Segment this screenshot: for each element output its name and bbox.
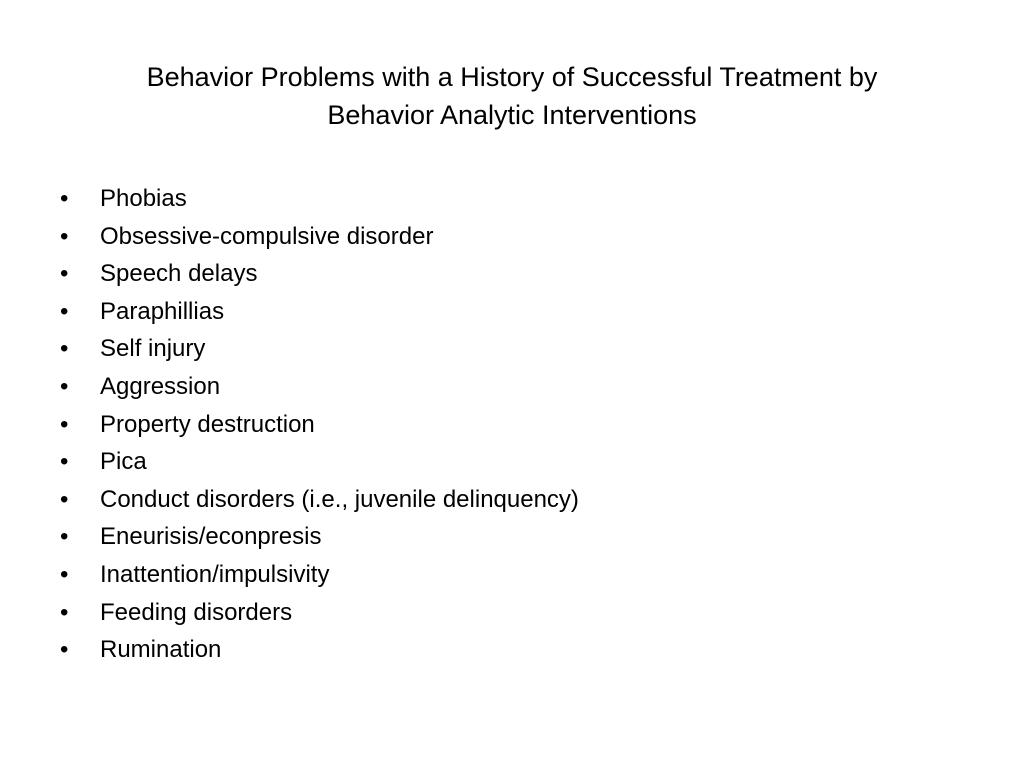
- list-item-text: Pica: [100, 448, 147, 476]
- bullet-icon: •: [60, 485, 69, 513]
- list-item-ocd: [60, 218, 579, 256]
- list-item-text: Property destruction: [100, 410, 315, 438]
- list-item-text: Self injury: [100, 335, 206, 363]
- bullet-icon: •: [60, 560, 69, 588]
- slide-title: [60, 58, 964, 134]
- bullet-icon: •: [60, 335, 69, 363]
- list-item-feeding-disorders: [60, 594, 579, 632]
- bullet-icon: •: [60, 448, 69, 476]
- list-item-text: Feeding disorders: [100, 598, 293, 626]
- list-item-conduct-disorders: [60, 481, 579, 519]
- bullet-icon: •: [60, 297, 69, 325]
- list-item-text: Paraphillias: [100, 297, 225, 325]
- bullet-icon: •: [60, 185, 69, 212]
- list-item-text: Obsessive-compulsive disorder: [100, 222, 434, 250]
- bullet-icon: •: [60, 636, 69, 664]
- bullet-icon: •: [60, 598, 69, 626]
- list-item-text: Rumination: [100, 636, 222, 664]
- bullet-icon: •: [60, 410, 69, 438]
- list-item-text: Aggression: [100, 372, 221, 400]
- list-item-rumination: [60, 631, 579, 669]
- list-item-text: Eneurisis/econpresis: [100, 523, 322, 551]
- bullet-icon: •: [60, 260, 69, 288]
- list-item-phobias: [60, 180, 579, 218]
- slide-title-line-1: Behavior Problems with a History of Successful Treatment by: [146, 62, 878, 92]
- list-item-property-destruction: [60, 406, 579, 444]
- list-item-paraphillias: [60, 293, 579, 331]
- list-item-text: Phobias: [100, 185, 187, 212]
- bullet-icon: •: [60, 222, 69, 250]
- list-item-speech-delays: [60, 255, 579, 293]
- bullet-list: [60, 180, 579, 669]
- list-item-self-injury: [60, 330, 579, 368]
- list-item-aggression: [60, 368, 579, 406]
- list-item-text: Speech delays: [100, 260, 258, 288]
- slide-title-line-2: Behavior Analytic Interventions: [327, 100, 697, 130]
- list-item-text: Inattention/impulsivity: [100, 560, 330, 588]
- list-item-text: Conduct disorders (i.e., juvenile delinquency): [100, 485, 579, 513]
- list-item-eneurisis: [60, 518, 579, 556]
- list-item-inattention: [60, 556, 579, 594]
- bullet-icon: •: [60, 523, 69, 551]
- list-item-pica: [60, 443, 579, 481]
- bullet-icon: •: [60, 372, 69, 400]
